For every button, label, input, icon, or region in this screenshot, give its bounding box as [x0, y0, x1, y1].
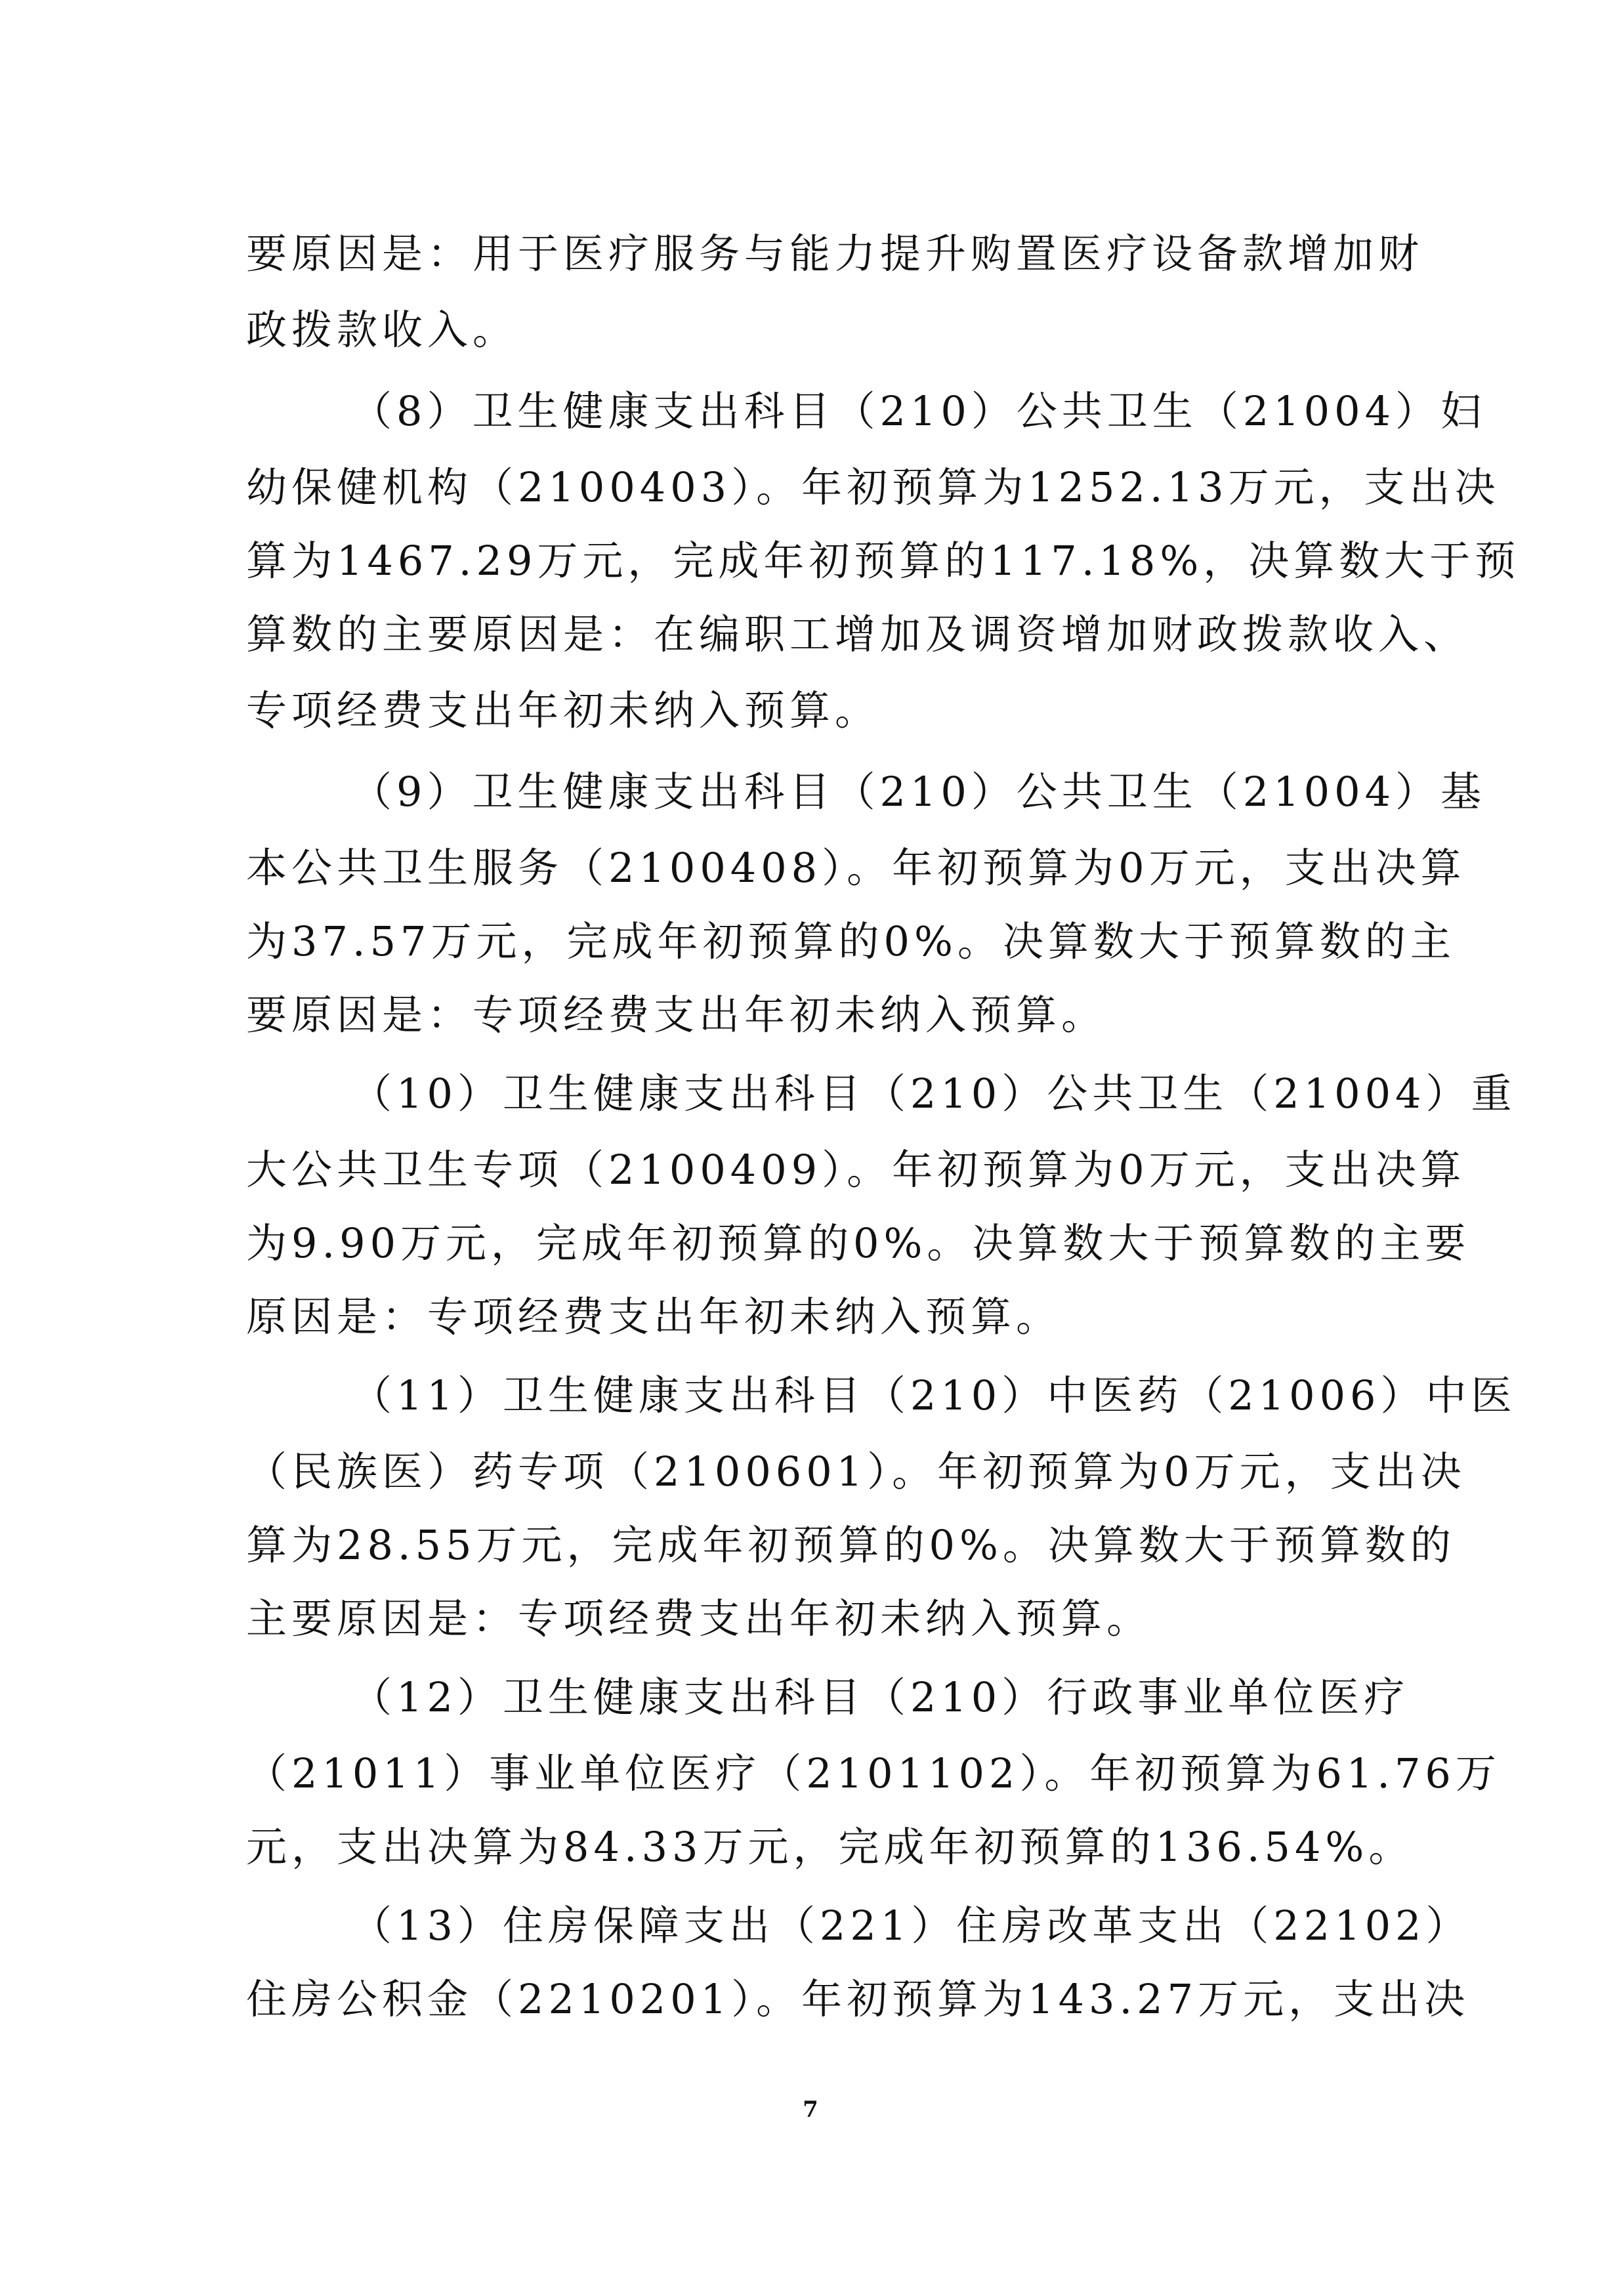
paragraph-start-13: （13）住房保障支出（221）住房改革支出（22102） [351, 1902, 1471, 1950]
text-line: （21011）事业单位医疗（2101102）。年初预算为61.76万 [246, 1749, 1501, 1797]
text-line: （民族医）药专项（2100601）。年初预算为0万元，支出决 [246, 1448, 1466, 1495]
paragraph-start-9: （9）卫生健康支出科目（210）公共卫生（21004）基 [351, 768, 1486, 816]
text-line: 算为28.55万元，完成年初预算的0%。决算数大于预算数的 [246, 1521, 1456, 1569]
paragraph-start-8: （8）卫生健康支出科目（210）公共卫生（21004）妇 [351, 387, 1486, 435]
text-line: 专项经费支出年初未纳入预算。 [246, 686, 881, 734]
paragraph-start-12: （12）卫生健康支出科目（210）行政事业单位医疗 [351, 1673, 1410, 1721]
text-line: 要原因是：用于医疗服务与能力提升购置医疗设备款增加财 [246, 230, 1424, 278]
text-line: 幼保健机构（2100403）。年初预算为1252.13万元，支出决 [246, 463, 1500, 511]
text-line: 政拨款收入。 [246, 306, 518, 354]
text-line: 元，支出决算为84.33万元，完成年初预算的136.54%。 [246, 1823, 1414, 1871]
text-line: 原因是：专项经费支出年初未纳入预算。 [246, 1293, 1062, 1341]
paragraph-start-10: （10）卫生健康支出科目（210）公共卫生（21004）重 [351, 1070, 1517, 1117]
text-line: 本公共卫生服务（2100408）。年初预算为0万元，支出决算 [246, 844, 1466, 892]
text-line: 主要原因是：专项经费支出年初未纳入预算。 [246, 1595, 1152, 1642]
paragraph-start-11: （11）卫生健康支出科目（210）中医药（21006）中医 [351, 1371, 1517, 1419]
text-line: 住房公积金（2210201）。年初预算为143.27万元，支出决 [246, 1975, 1470, 2023]
text-line: 为37.57万元，完成年初预算的0%。决算数大于预算数的主 [246, 917, 1456, 965]
text-line: 算为1467.29万元，完成年初预算的117.18%，决算数大于预 [246, 537, 1521, 585]
text-line: 算数的主要原因是：在编职工增加及调资增加财政拨款收入、 [246, 610, 1469, 658]
text-line: 大公共卫生专项（2100409）。年初预算为0万元，支出决算 [246, 1146, 1466, 1194]
text-line: 要原因是：专项经费支出年初未纳入预算。 [246, 991, 1107, 1039]
page-number: 7 [803, 2097, 818, 2123]
text-line: 为9.90万元，完成年初预算的0%。决算数大于预算数的主要 [246, 1219, 1471, 1267]
